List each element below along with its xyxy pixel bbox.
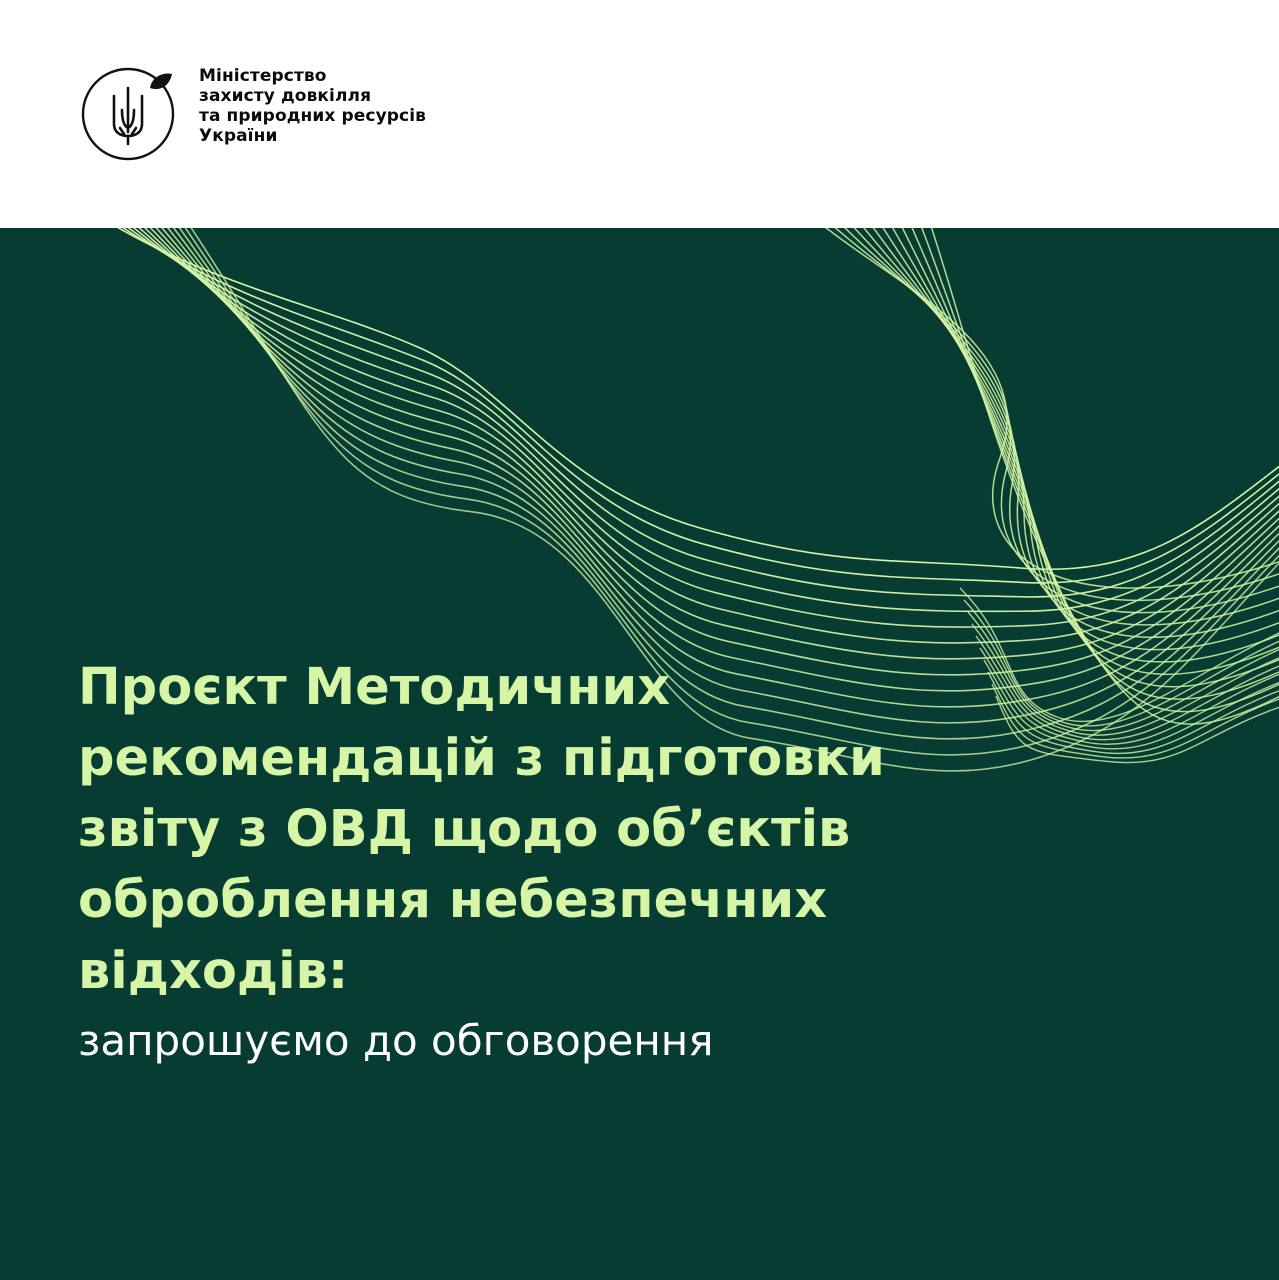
title-line: оброблення небезпечних — [78, 871, 828, 930]
wave-line — [122, 228, 1279, 597]
ministry-name-line: Міністерство — [199, 66, 327, 86]
wave-line — [140, 228, 1279, 643]
wave-line — [110, 228, 1279, 569]
ministry-name-line: та природних ресурсів — [199, 106, 426, 126]
wave-line — [890, 228, 1279, 674]
header — [0, 0, 1279, 228]
wave-line — [134, 228, 1279, 627]
wave-line — [128, 228, 1279, 611]
wave-line — [116, 228, 1279, 583]
announcement-title — [78, 652, 1078, 1007]
ministry-emblem-icon — [80, 66, 176, 162]
title-line: рекомендацій з підготовки — [78, 729, 885, 788]
ministry-name-line: захисту довкілля — [199, 86, 372, 106]
wave-line — [146, 228, 1279, 659]
announcement-subtitle: запрошуємо до обговорення — [78, 1016, 714, 1065]
wave-line — [170, 228, 1279, 723]
wave-line — [820, 228, 1279, 588]
title-line: Проєкт Методичних — [78, 658, 671, 717]
ministry-name — [199, 66, 426, 146]
title-line: відходів: — [78, 942, 349, 1001]
wave-line — [870, 228, 1279, 650]
ministry-name-line: України — [199, 126, 278, 146]
wave-line — [900, 228, 1279, 687]
content-panel — [0, 228, 1279, 1280]
title-line: звіту з ОВД щодо об’єктів — [78, 800, 851, 859]
